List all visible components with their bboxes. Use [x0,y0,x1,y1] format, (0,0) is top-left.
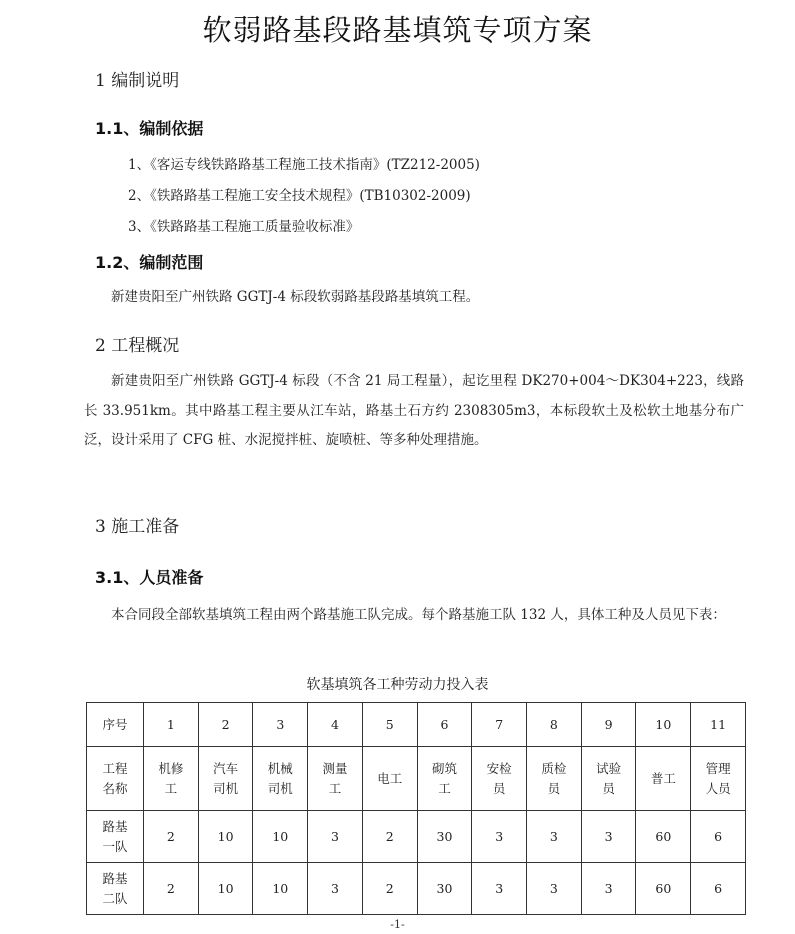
table-cell: 10 [253,863,308,915]
table-cell: 10 [636,703,691,747]
table-cell: 10 [198,811,253,863]
table-cell: 机械司机 [253,747,308,811]
table-cell: 8 [527,703,582,747]
table-row [87,863,746,915]
table-cell: 60 [636,863,691,915]
row-label-cell: 路基一队 [87,811,144,863]
reference-item: 2、《铁路路基工程施工安全技术规程》(TB10302-2009) [128,188,471,204]
table-header-row [87,703,746,747]
table-cell: 普工 [636,747,691,811]
table-cell: 6 [691,863,746,915]
table-cell: 7 [472,703,527,747]
scope-paragraph: 新建贵阳至广州铁路 GGTJ-4 标段软弱路基段路基填筑工程。 [111,289,480,305]
labor-table [86,702,746,915]
reference-item: 3、《铁路路基工程施工质量验收标准》 [128,219,360,235]
table-cell: 2 [198,703,253,747]
row-label-cell: 序号 [87,703,144,747]
table-cell: 汽车司机 [198,747,253,811]
section-3-1-heading: 3.1、人员准备 [95,568,204,587]
table-cell: 60 [636,811,691,863]
table-cell: 试验员 [581,747,636,811]
table-caption: 软基填筑各工种劳动力投入表 [306,677,489,693]
table-cell: 3 [527,811,582,863]
table-cell: 管理人员 [691,747,746,811]
table-cell: 4 [308,703,363,747]
table-cell: 1 [144,703,199,747]
reference-item: 1、《客运专线铁路路基工程施工技术指南》(TZ212-2005) [128,157,480,173]
table-cell: 10 [253,811,308,863]
table-cell: 9 [581,703,636,747]
table-cell: 5 [362,703,417,747]
table-cell: 30 [417,811,472,863]
table-cell: 2 [362,811,417,863]
table-cell: 测量工 [308,747,363,811]
table-cell: 3 [308,811,363,863]
table-cell: 3 [308,863,363,915]
staffing-paragraph: 本合同段全部软基填筑工程由两个路基施工队完成。每个路基施工队 132 人，具体工种及人员见下表： [111,607,726,623]
section-3-heading: 3 施工准备 [95,517,180,537]
table-cell: 2 [144,811,199,863]
table-cell: 2 [362,863,417,915]
document-title: 软弱路基段路基填筑专项方案 [202,13,593,47]
table-cell: 电工 [362,747,417,811]
table-cell: 10 [198,863,253,915]
table-cell: 3 [581,811,636,863]
table-row [87,747,746,811]
table-cell: 3 [581,863,636,915]
table-cell: 砌筑工 [417,747,472,811]
table-cell: 2 [144,863,199,915]
table-cell: 3 [472,863,527,915]
section-1-1-heading: 1.1、编制依据 [95,119,204,138]
table-cell: 3 [527,863,582,915]
table-cell: 6 [691,811,746,863]
table-cell: 3 [472,811,527,863]
table-cell: 机修工 [144,747,199,811]
table-cell: 质检员 [527,747,582,811]
section-1-heading: 1 编制说明 [95,71,180,91]
section-2-heading: 2 工程概况 [95,336,180,356]
row-label-cell: 工程名称 [87,747,144,811]
table-cell: 3 [253,703,308,747]
table-cell: 30 [417,863,472,915]
table-cell: 安检员 [472,747,527,811]
table-cell: 11 [691,703,746,747]
overview-paragraph: 新建贵阳至广州铁路 GGTJ-4 标段（不含 21 局工程量），起讫里程 DK270+004～DK304+223，线路长 33.951km。其中路基工程主要从江车站，路基土石方约 2308305m3，本标段软土及松软土地基分布广泛，设计采用了 CFG 桩、水泥搅拌桩、旋喷桩、等多种处理措施。 [84,373,744,448]
page-number: -1- [390,918,405,931]
table-row [87,811,746,863]
section-1-2-heading: 1.2、编制范围 [95,253,204,272]
row-label-cell: 路基二队 [87,863,144,915]
table-cell: 6 [417,703,472,747]
